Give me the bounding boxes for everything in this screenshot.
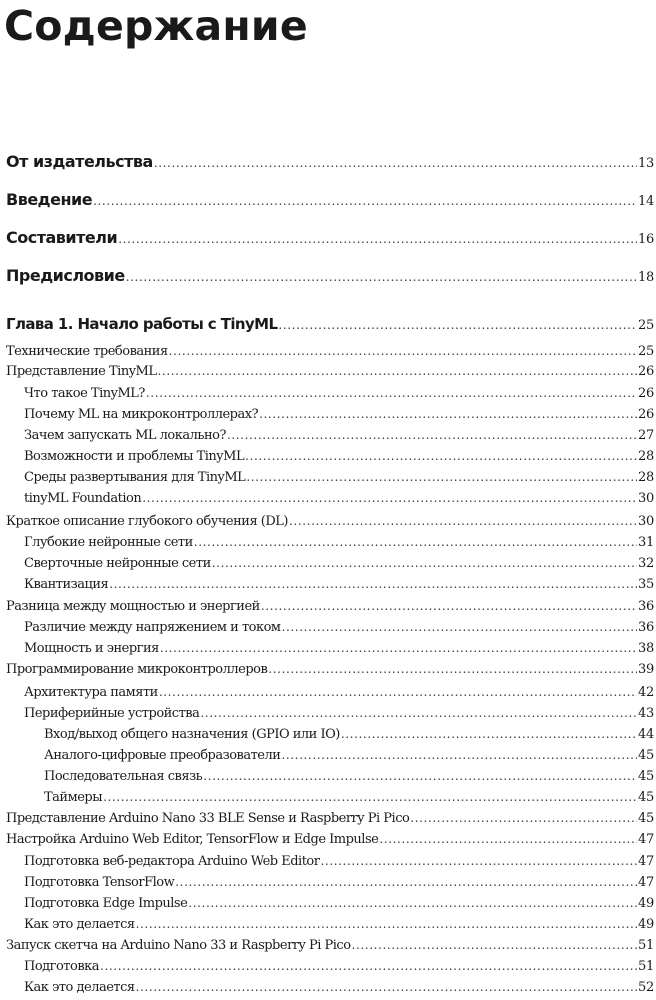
toc-page-number: 45 xyxy=(638,748,654,763)
toc-entry[interactable] xyxy=(0,315,656,335)
toc-entry-title: Подготовка Edge Impulse xyxy=(24,896,188,911)
dot-leader xyxy=(352,937,638,954)
toc-entry[interactable] xyxy=(0,576,656,593)
page-title: Содержание xyxy=(4,2,308,50)
dot-leader xyxy=(282,619,638,636)
dot-leader xyxy=(136,916,637,933)
toc-entry-title: Почему ML на микроконтроллерах? xyxy=(24,407,259,422)
toc-entry[interactable] xyxy=(0,874,656,891)
dot-leader xyxy=(268,661,637,678)
toc-entry[interactable] xyxy=(0,469,656,486)
toc-page-number: 44 xyxy=(638,727,654,742)
toc-page-number: 45 xyxy=(638,769,654,784)
toc-entry-title: Представление Arduino Nano 33 BLE Sense и Raspberry Pi Pico xyxy=(6,811,410,826)
toc-entry-title: Что такое TinyML? xyxy=(24,386,145,401)
toc-entry[interactable] xyxy=(0,979,656,996)
dot-leader xyxy=(109,576,637,593)
toc-entry[interactable] xyxy=(0,640,656,657)
toc-entry-title: Представление TinyML xyxy=(6,364,157,379)
toc-page-number: 31 xyxy=(638,535,654,550)
dot-leader xyxy=(93,191,637,211)
toc-entry-title: Сверточные нейронные сети xyxy=(24,556,211,571)
toc-page-number: 28 xyxy=(638,470,654,485)
toc-page-number: 36 xyxy=(638,599,654,614)
dot-leader xyxy=(281,747,637,764)
toc-page-number: 25 xyxy=(638,344,654,359)
dot-leader xyxy=(200,705,637,722)
toc-entry[interactable] xyxy=(0,385,656,402)
dot-leader xyxy=(227,427,637,444)
dot-leader xyxy=(142,490,637,507)
toc-page-number: 47 xyxy=(638,875,654,890)
toc-entry-title: Предисловие xyxy=(6,266,125,285)
toc-page-number: 25 xyxy=(638,318,654,333)
toc-entry[interactable] xyxy=(0,810,656,827)
dot-leader xyxy=(159,684,637,701)
toc-entry[interactable] xyxy=(0,343,656,360)
toc-page-number: 26 xyxy=(638,386,654,401)
toc-entry-title: Различие между напряжением и током xyxy=(24,620,281,635)
dot-leader xyxy=(341,726,637,743)
toc-entry-title: Последовательная связь xyxy=(44,769,203,784)
toc-entry[interactable] xyxy=(0,916,656,933)
toc-page-number: 13 xyxy=(638,156,654,171)
toc-entry[interactable] xyxy=(0,363,656,380)
toc-entry-title: tinyML Foundation xyxy=(24,491,142,506)
toc-page-number: 30 xyxy=(638,514,654,529)
toc-page-number: 49 xyxy=(638,896,654,911)
toc-entry-title: Как это делается xyxy=(24,917,135,932)
toc-entry-title: Таймеры xyxy=(44,790,103,805)
toc-entry[interactable] xyxy=(0,895,656,912)
toc-page-number: 27 xyxy=(638,428,654,443)
dot-leader xyxy=(379,831,637,848)
dot-leader xyxy=(188,895,637,912)
toc-entry-title: Подготовка TensorFlow xyxy=(24,875,175,890)
toc-entry-title: Подготовка веб-редактора Arduino Web Editor xyxy=(24,854,320,869)
toc-page-number: 47 xyxy=(638,832,654,847)
toc-entry-title: Мощность и энергия xyxy=(24,641,159,656)
toc-entry-title: Технические требования xyxy=(6,344,168,359)
toc-entry[interactable] xyxy=(0,726,656,743)
toc-entry[interactable] xyxy=(0,684,656,701)
dot-leader xyxy=(289,513,637,530)
toc-entry-title: Глава 1. Начало работы с TinyML xyxy=(6,315,278,333)
dot-leader xyxy=(158,363,638,380)
toc-entry[interactable] xyxy=(0,266,656,288)
dot-leader xyxy=(118,229,637,249)
toc-entry[interactable] xyxy=(0,490,656,507)
toc-entry[interactable] xyxy=(0,598,656,615)
toc-entry[interactable] xyxy=(0,768,656,785)
dot-leader xyxy=(136,979,637,996)
dot-leader xyxy=(169,343,637,360)
dot-leader xyxy=(154,153,637,173)
toc-page-number: 35 xyxy=(638,577,654,592)
toc-entry-title: Зачем запускать ML локально? xyxy=(24,428,226,443)
toc-page-number: 26 xyxy=(638,407,654,422)
dot-leader xyxy=(212,555,637,572)
toc-entry[interactable] xyxy=(0,853,656,870)
toc-entry-title: Возможности и проблемы TinyML xyxy=(24,449,245,464)
toc-page-number: 28 xyxy=(638,449,654,464)
toc-entry[interactable] xyxy=(0,427,656,444)
dot-leader xyxy=(203,768,637,785)
toc-page-number: 39 xyxy=(638,662,654,677)
toc-entry[interactable] xyxy=(0,534,656,551)
toc-entry[interactable] xyxy=(0,937,656,954)
dot-leader xyxy=(126,267,637,287)
toc-entry[interactable] xyxy=(0,513,656,530)
toc-entry[interactable] xyxy=(0,705,656,722)
dot-leader xyxy=(146,385,637,402)
toc-page-number: 42 xyxy=(638,685,654,700)
dot-leader xyxy=(259,406,637,423)
toc-page-number: 52 xyxy=(638,980,654,995)
toc-entry-title: Программирование микроконтроллеров xyxy=(6,662,268,677)
toc-page-number: 38 xyxy=(638,641,654,656)
toc-entry-title: Подготовка xyxy=(24,959,100,974)
toc-entry[interactable] xyxy=(0,152,656,174)
toc-page-number: 51 xyxy=(638,959,654,974)
toc-entry-title: Аналого-цифровые преобразователи xyxy=(44,748,281,763)
toc-entry[interactable] xyxy=(0,789,656,806)
toc-page-number: 26 xyxy=(638,364,654,379)
toc-entry[interactable] xyxy=(0,958,656,975)
toc-entry[interactable] xyxy=(0,831,656,848)
dot-leader xyxy=(245,448,637,465)
toc-entry[interactable] xyxy=(0,406,656,423)
toc-page-number: 14 xyxy=(638,194,654,209)
dot-leader xyxy=(320,853,637,870)
dot-leader xyxy=(103,789,637,806)
toc-entry-title: Настройка Arduino Web Editor, TensorFlow и Edge Impulse xyxy=(6,832,379,847)
toc-page-number: 30 xyxy=(638,491,654,506)
toc-entry-title: Составители xyxy=(6,228,118,247)
toc-page-number: 47 xyxy=(638,854,654,869)
dot-leader xyxy=(246,469,637,486)
toc-page-number: 45 xyxy=(638,790,654,805)
toc-entry-title: Периферийные устройства xyxy=(24,706,200,721)
dot-leader xyxy=(278,316,637,335)
toc-entry-title: Архитектура памяти xyxy=(24,685,158,700)
toc-entry-title: Квантизация xyxy=(24,577,109,592)
toc-page-number: 45 xyxy=(638,811,654,826)
toc-entry[interactable] xyxy=(0,228,656,250)
dot-leader xyxy=(100,958,637,975)
toc-page-number: 16 xyxy=(638,232,654,247)
toc-page-number: 51 xyxy=(638,938,654,953)
toc-entry[interactable] xyxy=(0,661,656,678)
toc-page-number: 32 xyxy=(638,556,654,571)
toc-entry[interactable] xyxy=(0,619,656,636)
toc-entry[interactable] xyxy=(0,190,656,212)
toc-entry-title: Глубокие нейронные сети xyxy=(24,535,193,550)
toc-page-number: 43 xyxy=(638,706,654,721)
toc-entry[interactable] xyxy=(0,555,656,572)
toc-entry-title: Запуск скетча на Arduino Nano 33 и Raspberry Pi Pico xyxy=(6,938,351,953)
toc-entry-title: От издательства xyxy=(6,152,153,171)
toc-entry[interactable] xyxy=(0,448,656,465)
toc-entry-title: Краткое описание глубокого обучения (DL) xyxy=(6,514,288,529)
toc-page-number: 49 xyxy=(638,917,654,932)
toc-entry-title: Как это делается xyxy=(24,980,135,995)
dot-leader xyxy=(160,640,637,657)
toc-page-number: 18 xyxy=(638,270,654,285)
dot-leader xyxy=(194,534,637,551)
toc-entry[interactable] xyxy=(0,747,656,764)
dot-leader xyxy=(410,810,637,827)
toc-entry-title: Среды развертывания для TinyML xyxy=(24,470,246,485)
toc-entry-title: Разница между мощностью и энергией xyxy=(6,599,260,614)
toc-entry-title: Вход/выход общего назначения (GPIO или IO) xyxy=(44,727,340,742)
toc-page-number: 36 xyxy=(638,620,654,635)
toc-entry-title: Введение xyxy=(6,190,93,209)
dot-leader xyxy=(175,874,637,891)
dot-leader xyxy=(261,598,637,615)
